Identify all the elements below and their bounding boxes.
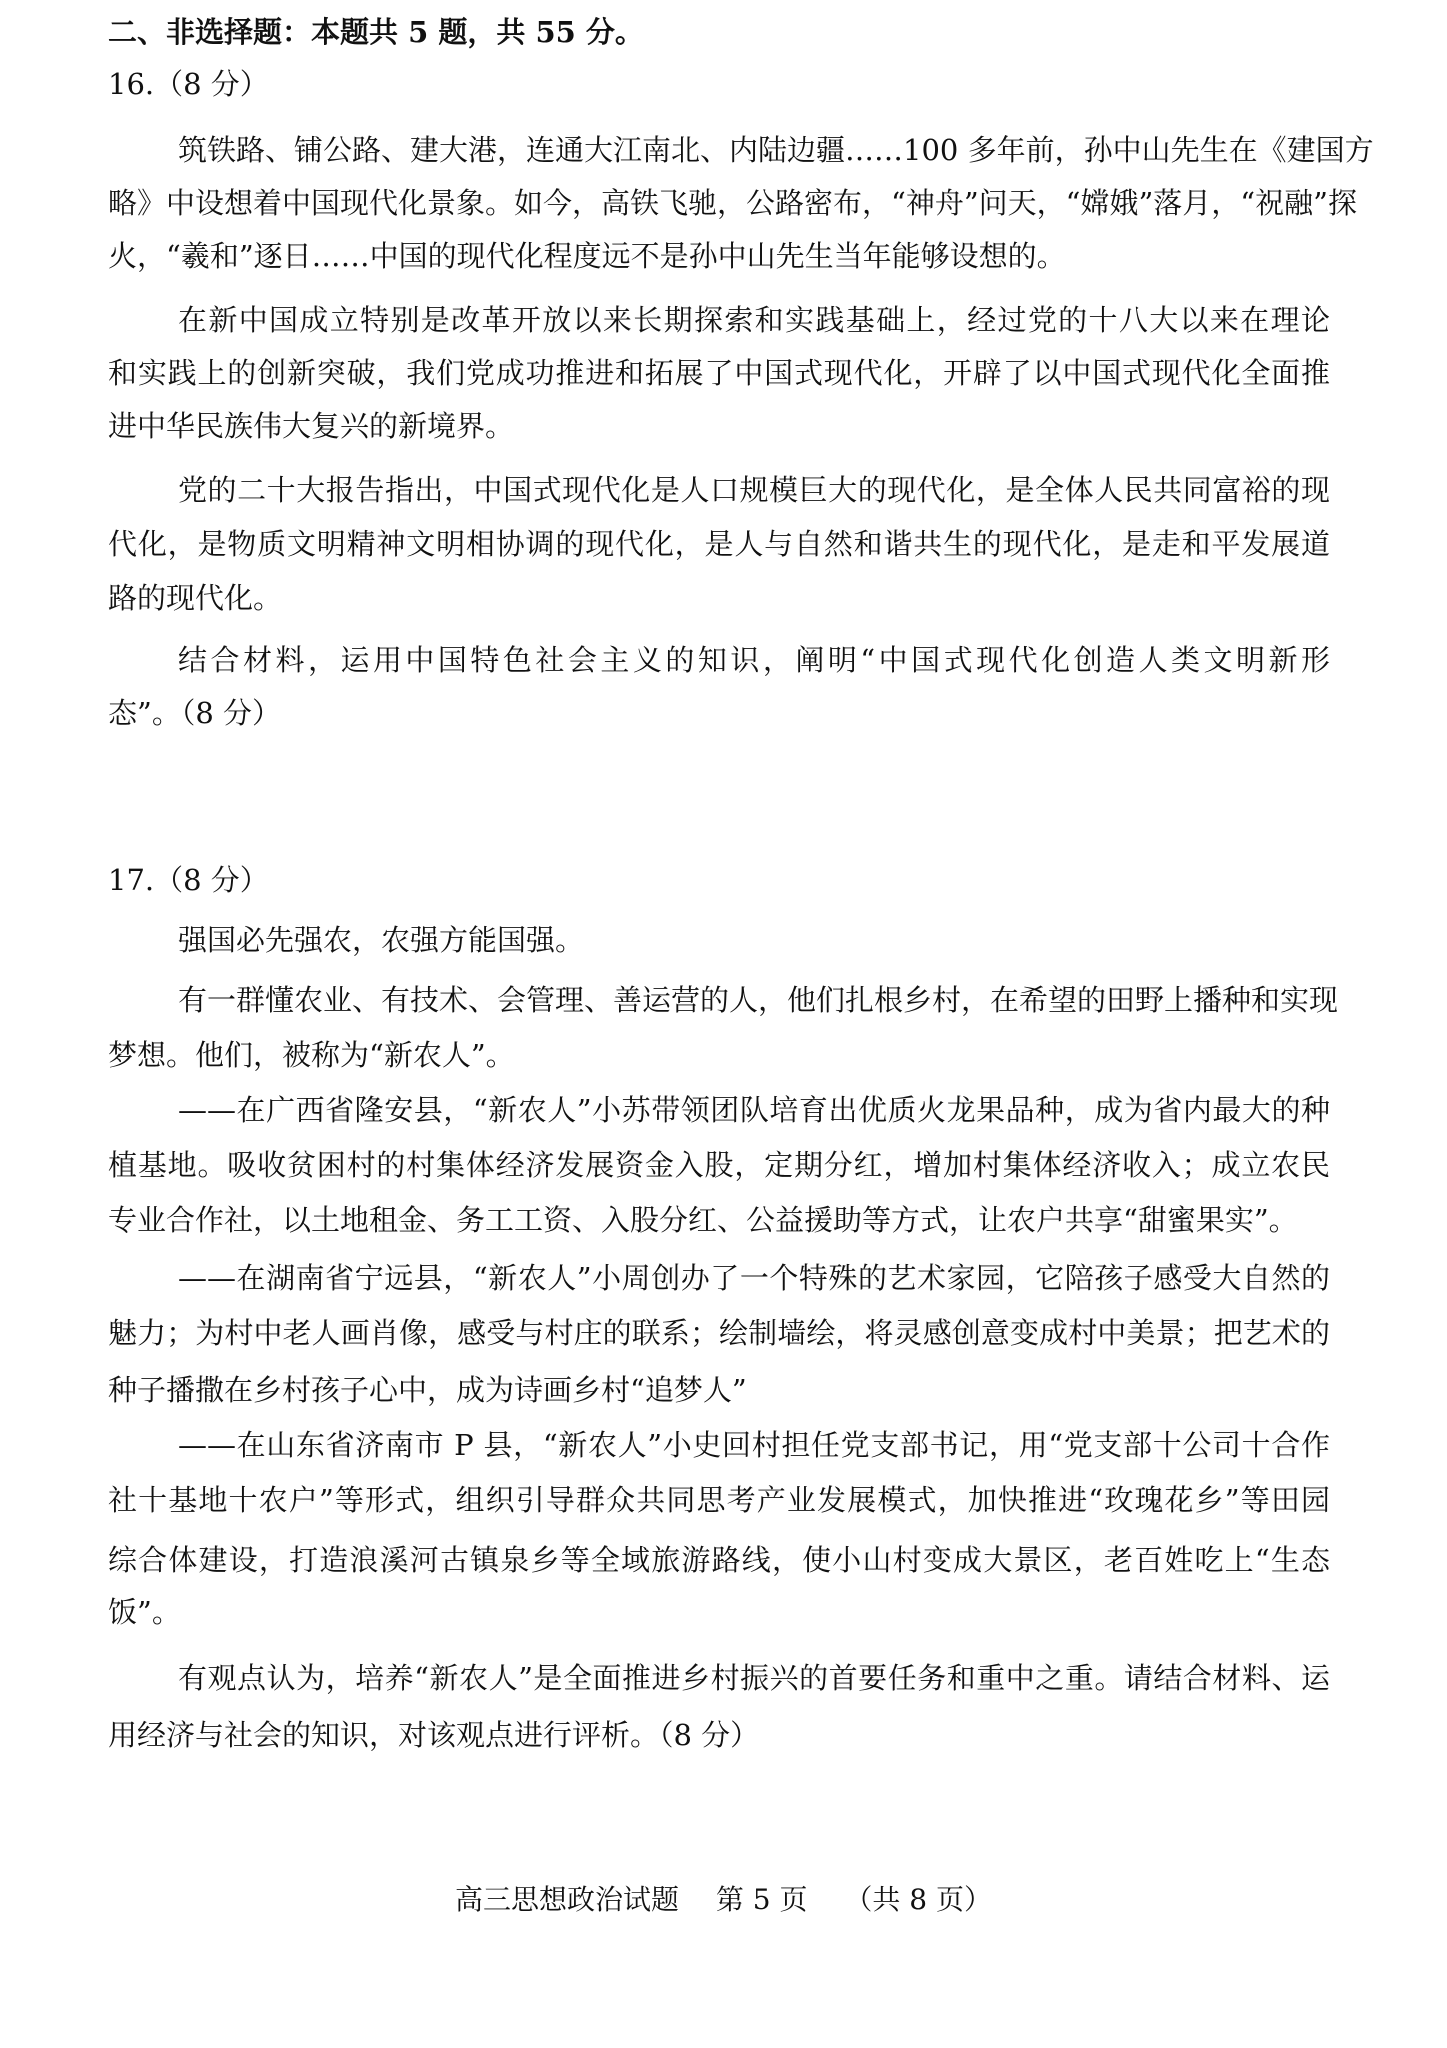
q17-question-line: 用经济与社会的知识，对该观点进行评析。（8 分） [108,1718,760,1752]
q16-p1-line: 略》中设想着中国现代化景象。如今，高铁飞驰，公路密布，“神舟”问天，“嫦娥”落月，“祝融”探 [108,186,1357,220]
page-footer [0,1878,1447,1918]
q17-question-line: 有观点认为，培养“新农人”是全面推进乡村振兴的首要任务和重中之重。请结合材料、运 [178,1661,1330,1695]
footer-page-number: 第 5 页 [715,1883,808,1916]
q16-p2-line: 和实践上的创新突破，我们党成功推进和拓展了中国式现代化，开辟了以中国式现代化全面推 [108,356,1330,390]
q17-p3-line: 植基地。吸收贫困村的村集体经济发展资金入股，定期分红，增加村集体经济收入；成立农民 [108,1148,1330,1182]
q16-p3-line: 党的二十大报告指出，中国式现代化是人口规模巨大的现代化，是全体人民共同富裕的现 [178,473,1330,507]
q16-p3-line: 路的现代化。 [108,581,283,615]
q17-p5-line: 综合体建设，打造浪溪河古镇泉乡等全域旅游路线，使小山村变成大景区，老百姓吃上“生态 [108,1543,1330,1577]
q17-p4-line: 魅力；为村中老人画肖像，感受与村庄的联系；绘制墙绘，将灵感创意变成村中美景；把艺术的 [108,1316,1330,1350]
q16-p1-line: 火，“羲和”逐日……中国的现代化程度远不是孙中山先生当年能够设想的。 [108,239,1066,273]
q17-p5-line: ——在山东省济南市 P 县，“新农人”小史回村担任党支部书记，用“党支部十公司十合作 [178,1428,1330,1462]
q17-p1-line: 强国必先强农，农强方能国强。 [178,923,585,957]
section-header: 二、非选择题：本题共 5 题，共 55 分。 [108,15,644,49]
footer-title: 高三思想政治试题 [454,1883,679,1916]
q16-p1-line: 筑铁路、铺公路、建大港，连通大江南北、内陆边疆……100 多年前，孙中山先生在《建国方 [178,133,1374,167]
q17-p4-line: 种子播撒在乡村孩子心中，成为诗画乡村“追梦人” [108,1373,747,1407]
q16-p3-line: 代化，是物质文明精神文明相协调的现代化，是人与自然和谐共生的现代化，是走和平发展道 [108,527,1330,561]
question-16-number: 16.（8 分） [108,67,269,101]
q17-p4-line: ——在湖南省宁远县，“新农人”小周创办了一个特殊的艺术家园，它陪孩子感受大自然的 [178,1261,1330,1295]
q17-p3-line: 专业合作社，以土地租金、务工工资、入股分红、公益援助等方式，让农户共享“甜蜜果实”。 [108,1203,1298,1237]
question-17-number: 17.（8 分） [108,863,269,897]
q17-p2-line: 梦想。他们，被称为“新农人”。 [108,1038,515,1072]
footer-total-pages: （共 8 页） [844,1883,993,1916]
q16-p2-line: 进中华民族伟大复兴的新境界。 [108,409,515,443]
q16-question-line: 结合材料，运用中国特色社会主义的知识，阐明“中国式现代化创造人类文明新形 [178,643,1330,677]
q17-p5-line: 饭”。 [108,1595,181,1629]
q17-p5-line: 社十基地十农户”等形式，组织引导群众共同思考产业发展模式，加快推进“玫瑰花乡”等田园 [108,1483,1330,1517]
q17-p3-line: ——在广西省隆安县，“新农人”小苏带领团队培育出优质火龙果品种，成为省内最大的种 [178,1093,1330,1127]
q17-p2-line: 有一群懂农业、有技术、会管理、善运营的人，他们扎根乡村，在希望的田野上播种和实现 [178,983,1339,1017]
q16-question-line: 态”。（8 分） [108,696,281,730]
q16-p2-line: 在新中国成立特别是改革开放以来长期探索和实践基础上，经过党的十八大以来在理论 [178,303,1330,337]
